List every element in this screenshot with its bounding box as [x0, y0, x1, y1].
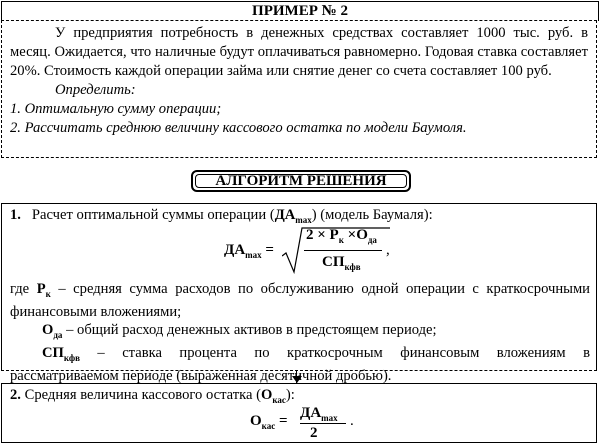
step-2-heading: 2. Средняя величина кассового остатка $(О_{кас})$: [10, 387, 295, 405]
step-2-number: 2. [10, 387, 21, 403]
step-1-description [10, 280, 590, 385]
desc-spkfv: $СП_{кфв}$ – ставка процента по краткосрочным финансовым вложениям в рассматриваемом периоде (выраженная десятичной дробью). [10, 344, 590, 384]
formula2-numerator: $ДА_{max}$ [300, 405, 338, 423]
formula-left: $ДА_{max}$ = [224, 242, 274, 260]
task-item-1: 1. Оптимальную сумму операции; [10, 101, 222, 117]
formula-denominator: $СП_{кфв}$ [322, 254, 361, 272]
step-2-text-b: ): [285, 387, 295, 403]
task-item-2: 2. Рассчитать среднюю величину кассового остатка по модели Баумоля. [10, 120, 467, 136]
formula2-left: $О_{кас}$ = [250, 413, 288, 431]
task-statement [1, 20, 597, 158]
step-1-da: ДА [274, 207, 296, 223]
desc-oda: $О_{да}$ – общий расход денежных активов в предстоящем периоде; [42, 321, 437, 340]
formula-comma: , [386, 242, 390, 258]
example-title: ПРИМЕР № 2 [1, 1, 599, 21]
algorithm-title-text: АЛГОРИТМ РЕШЕНИЯ [215, 173, 387, 189]
step-1-box [1, 203, 597, 384]
step-1-text-b: ) (модель Баумаля): [311, 207, 433, 223]
flow-arrow-head [292, 376, 302, 383]
task-paragraph: У предприятия потребность в денежных средствах составляет 1000 тыс. руб. в месяц. Ожидается, что наличные будут оплачиваться равномерно. Годовая ставка составляет 20%. Стоимость каждой операции займа или снятие денег со счета составляет 100 руб. [10, 25, 588, 79]
optimal-sum-formula [224, 226, 394, 274]
determine-label: Определить: [55, 82, 136, 98]
formula2-dot: . [350, 413, 354, 429]
fraction-line [304, 250, 382, 251]
step-1-number: 1. [10, 207, 21, 223]
step-2-text-a: Средняя величина кассового остатка ( [20, 387, 261, 403]
desc-pk: где $Р_к$ – средняя сумма расходов по обслуживанию одной операции с краткосрочными финансовыми вложениями; [10, 281, 590, 320]
step-1-max: max [295, 214, 312, 225]
formula-numerator: $2 \times Р_к \times О_{да}$ [306, 227, 377, 245]
step-1-text-a: Расчет оптимальной суммы операции ( [31, 207, 275, 223]
formula2-fraction-line [300, 423, 346, 424]
cash-balance-formula [250, 404, 370, 442]
algorithm-title [191, 170, 411, 192]
step-2-box [1, 383, 597, 443]
formula2-denominator: 2 [310, 425, 318, 441]
